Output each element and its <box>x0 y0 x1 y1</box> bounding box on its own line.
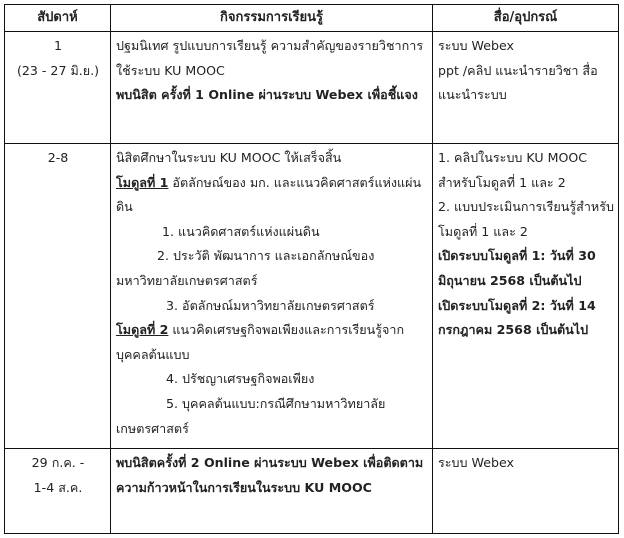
week-cell <box>5 144 111 449</box>
table-row <box>5 449 619 534</box>
module-item: 2. ประวัติ พัฒนาการ และเอกลักษณ์ของมหาวิทยาลัยเกษตรศาสตร์ <box>116 248 375 288</box>
table-row <box>5 32 619 144</box>
week-number: 1 <box>53 38 62 53</box>
schedule-table <box>4 4 619 534</box>
media-line: 1. คลิปในระบบ KU MOOC สำหรับโมดูลที่ 1 และ 2 <box>438 150 588 190</box>
module-1-label: โมดูลที่ 1 <box>116 174 169 190</box>
media-cell <box>433 32 619 144</box>
module-2-label: โมดูลที่ 2 <box>116 322 169 338</box>
activity-meeting: พบนิสิต ครั้งที่ 1 Online ผ่านระบบ Webex เพื่อชี้แจง <box>116 87 418 103</box>
table-row <box>5 144 619 449</box>
module-item: 3. อัตลักษณ์มหาวิทยาลัยเกษตรศาสตร์ <box>166 297 375 313</box>
module-item: 4. ปรัชญาเศรษฐกิจพอเพียง <box>166 371 315 387</box>
header-activity: กิจกรรมการเรียนรู้ <box>111 5 433 32</box>
module-2-title: แนวคิดเศรษฐกิจพอเพียงและการเรียนรู้จากบุคคลต้นแบบ <box>116 322 405 362</box>
header-row <box>5 5 619 32</box>
media-open-module-1: เปิดระบบโมดูลที่ 1: วันที่ 30 มิถุนายน 2568 เป็นต้นไป <box>438 248 596 288</box>
activity-cell <box>111 32 433 144</box>
header-week: สัปดาห์ <box>5 5 111 32</box>
activity-meeting: พบนิสิตครั้งที่ 2 Online ผ่านระบบ Webex เพื่อติดตามความก้าวหน้าในการเรียนในระบบ KU MOOC <box>116 455 424 495</box>
header-media: สื่อ/อุปกรณ์ <box>433 5 619 32</box>
week-cell <box>5 449 111 534</box>
module-2-heading <box>116 318 428 367</box>
activity-intro: นิสิตศึกษาในระบบ KU MOOC ให้เสร็จสิ้น <box>116 150 342 165</box>
week-dates: 1-4 ส.ค. <box>33 479 83 495</box>
media-cell <box>433 449 619 534</box>
week-number: 29 ก.ค. - <box>31 455 85 470</box>
activity-cell <box>111 144 433 449</box>
week-number: 2-8 <box>47 150 69 165</box>
activity-intro: ปฐมนิเทศ รูปแบบการเรียนรู้ ความสำคัญของรายวิชาการใช้ระบบ KU MOOC <box>116 38 424 78</box>
week-cell <box>5 32 111 144</box>
media-cell <box>433 144 619 449</box>
module-1-heading <box>116 171 428 220</box>
media-line: ระบบ Webex <box>438 38 514 53</box>
activity-cell <box>111 449 433 534</box>
media-open-module-2: เปิดระบบโมดูลที่ 2: วันที่ 14 กรกฎาคม 2568 เป็นต้นไป <box>438 297 596 338</box>
media-line: ระบบ Webex <box>438 455 514 470</box>
media-line: ppt /คลิป แนะนำรายวิชา สื่อแนะนำระบบ <box>438 62 598 103</box>
week-dates: (23 - 27 มิ.ย.) <box>16 62 100 78</box>
module-item: 1. แนวคิดศาสตร์แห่งแผ่นดิน <box>162 223 320 239</box>
media-line: 2. แบบประเมินการเรียนรู้สำหรับโมดูลที่ 1 และ 2 <box>438 199 614 239</box>
module-1-title: อัตลักษณ์ของ มก. และแนวคิดศาสตร์แห่งแผ่นดิน <box>116 174 422 215</box>
module-item: 5. บุคคลต้นแบบ:กรณีศึกษามหาวิทยาลัยเกษตรศาสตร์ <box>116 395 386 436</box>
